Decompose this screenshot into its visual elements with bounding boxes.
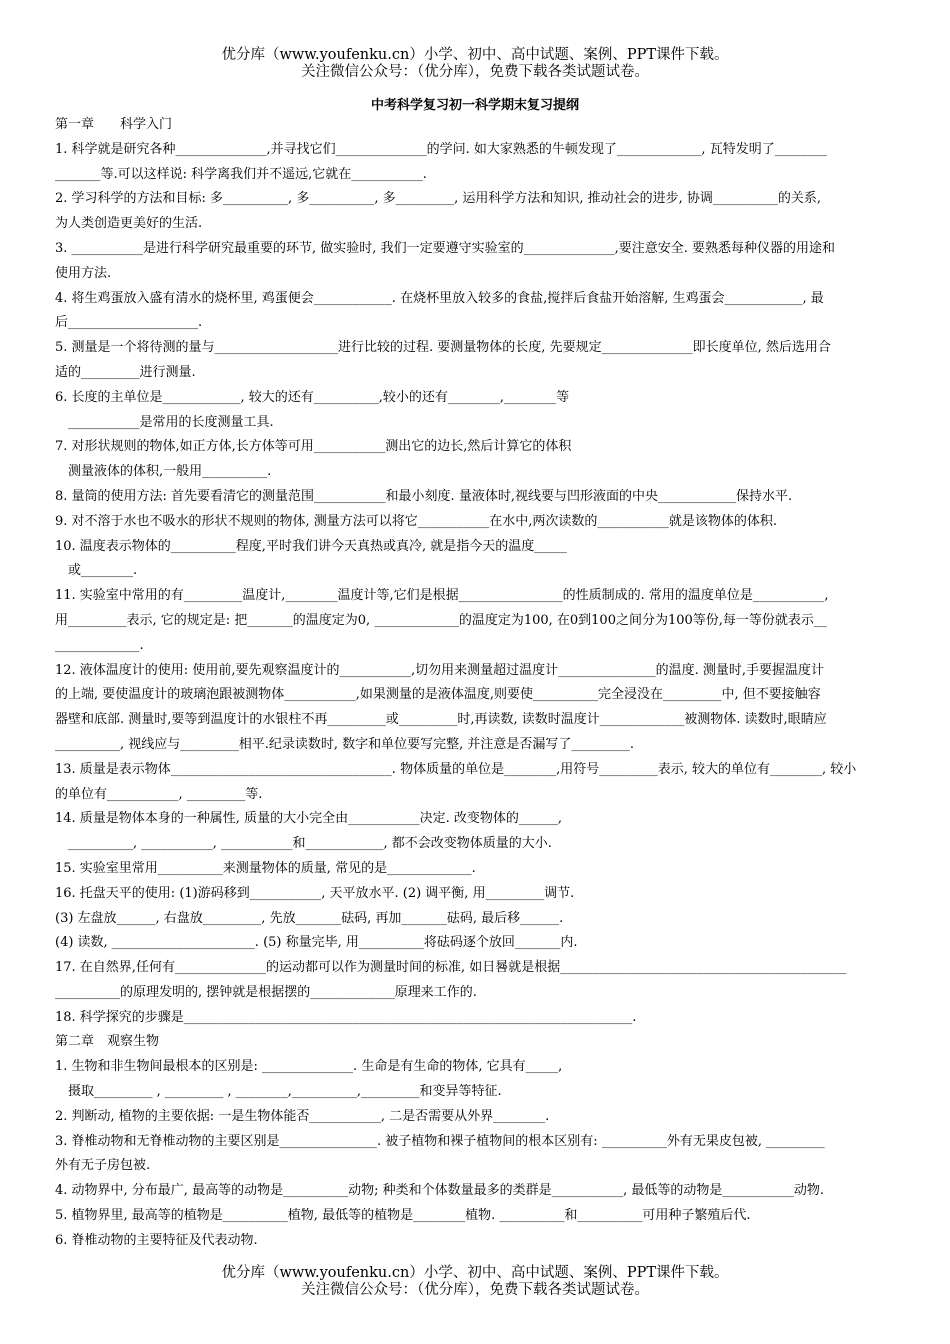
text-line: 10. 温度表示物体的__________程度,平时我们讲今天真热或真冷, 就是指今天的温度_____ [55, 538, 567, 554]
text-line: 14. 质量是物体本身的一种属性, 质量的大小完全由___________决定. 改变物体的______, [55, 811, 562, 827]
document-title: 中考科学复习初一科学期末复习提纲 [370, 98, 579, 113]
text-line: 3. ___________是进行科学研究最重要的环节, 做实验时, 我们一定要遵守实验室的______________,要注意安全. 要熟悉每种仪器的用途和 [55, 240, 835, 256]
text-line: 适的_________进行测量. [55, 364, 196, 380]
text-line: 用_________表示, 它的规定是: 把_______的温度定为0, _____________的温度定为100, 在0到100之间分为100等份,每一等份就表示__ [55, 612, 827, 628]
text-line: 2. 判断动, 植物的主要依据: 一是生物体能否___________, 二是否需要从外界________. [55, 1108, 550, 1124]
text-line: 外有无子房包被. [55, 1158, 151, 1174]
footer-line-1: 优分库（www.youfenku.cn）小学、初中、高中试题、案例、PPT课件下载。 [221, 1265, 729, 1281]
text-line: _______等.可以这样说: 科学离我们并不遥远,它就在___________. [55, 166, 427, 182]
chapter-heading-2: 第二章 观察生物 [55, 1034, 160, 1050]
text-line: 1. 科学就是研究各种______________,并寻找它们______________的学问. 如大家熟悉的牛顿发现了_____________, 瓦特发明了________ [55, 141, 827, 157]
text-line: 的上端, 要使温度计的玻璃泡跟被测物体___________,如果测量的是液体温度,则要使__________完全浸没在_________中, 但不要接触容 [55, 687, 821, 703]
text-line: 1. 生物和非生物间最根本的区别是: ______________. 生命是有生命的物体, 它具有_____, [55, 1059, 563, 1075]
header-line-2: 关注微信公众号：（优分库），免费下载各类试题试卷。 [301, 64, 649, 80]
text-line: 17. 在自然界,任何有______________的运动都可以作为测量时间的标准, 如日晷就是根据____________________________________________ [55, 960, 847, 976]
text-line: 16. 托盘天平的使用: (1)游码移到___________, 天平放水平. (2) 调平衡, 用_________调节. [55, 885, 575, 901]
text-line: __________, 视线应与_________相平.纪录读数时, 数字和单位要写完整, 并注意是否漏写了_________. [55, 736, 635, 752]
text-line: 4. 动物界中, 分布最广, 最高等的动物是__________动物; 种类和个体数量最多的类群是___________, 最低等的动物是___________动物. [55, 1183, 824, 1199]
text-line: 使用方法. [55, 265, 112, 281]
text-line: 5. 植物界里, 最高等的植物是__________植物, 最低等的植物是________植物. __________和__________可用种子繁殖后代. [55, 1208, 751, 1224]
footer-line-2: 关注微信公众号：（优分库），免费下载各类试题试卷。 [301, 1282, 649, 1298]
text-line: 器壁和底部. 测量时,要等到温度计的水银柱不再_________或_________时,再读数, 读数时温度计_____________被测物体. 读数时,眼睛应 [55, 712, 827, 728]
chapter-heading-1: 第一章 科学入门 [55, 117, 173, 132]
header-line-1: 优分库（www.youfenku.cn）小学、初中、高中试题、案例、PPT课件下载。 [221, 47, 729, 63]
text-line: (4) 读数, ______________________. (5) 称量完毕, 用__________将砝码逐个放回_______内. [55, 935, 578, 951]
text-line: ___________是常用的长度测量工具. [55, 414, 274, 430]
text-line: 为人类创造更美好的生活. [55, 216, 203, 232]
text-line: 测量液体的体积,一般用__________. [55, 464, 272, 480]
text-line: 2. 学习科学的方法和目标: 多__________, 多__________, 多_________, 运用科学方法和知识, 推动社会的进步, 协调__________的关系, [55, 191, 822, 207]
text-line: 13. 质量是表示物体__________________________________. 物体质量的单位是________,用符号_________表示, 较大的单位有________, 较小 [55, 761, 857, 777]
text-line: 18. 科学探究的步骤是_____________________________________________________________________. [55, 1009, 637, 1025]
page-footer [0, 1265, 950, 1299]
page-header [0, 47, 950, 81]
text-line: 4. 将生鸡蛋放入盛有清水的烧杯里, 鸡蛋便会____________. 在烧杯里放入较多的食盐,搅拌后食盐开始溶解, 生鸡蛋会____________, 最 [55, 290, 824, 306]
text-line: 摄取_________ , _________ , ________,__________,_________和变异等特征. [55, 1084, 502, 1100]
text-line: 的单位有___________, _________等. [55, 786, 263, 802]
text-line: 6. 脊椎动物的主要特征及代表动物. [55, 1232, 258, 1248]
text-line: 6. 长度的主单位是____________, 较大的还有__________,较小的还有________,________等 [55, 389, 570, 405]
text-line: 后____________________. [55, 315, 203, 331]
text-line: 11. 实验室中常用的有_________温度计,________温度计等,它们是根据________________的性质制成的. 常用的温度单位是___________, [55, 588, 829, 604]
document-body [55, 113, 907, 1254]
text-line: __________, ___________, ___________和____________, 都不会改变物体质量的大小. [55, 836, 552, 852]
text-line: 9. 对不溶于水也不吸水的形状不规则的物体, 测量方法可以将它___________在水中,两次读数的___________就是该物体的体积. [55, 513, 778, 529]
text-line: 或________. [55, 563, 138, 579]
text-line: 7. 对形状规则的物体,如正方体,长方体等可用___________测出它的边长,然后计算它的体积 [55, 439, 572, 455]
text-line: 15. 实验室里常用__________来测量物体的质量, 常见的是_____________. [55, 860, 476, 876]
text-line: __________的原理发明的, 摆钟就是根据摆的_____________原理来工作的. [55, 984, 477, 1000]
text-line: (3) 左盘放______, 右盘放_________, 先放_______砝码, 再加_______砝码, 最后移______. [55, 910, 564, 926]
text-line: 3. 脊椎动物和无脊椎动物的主要区别是_______________. 被子植物和裸子植物间的根本区别有: __________外有无果皮包被, _________ [55, 1133, 825, 1149]
text-line: 12. 液体温度计的使用: 使用前,要先观察温度计的___________,切勿用来测量超过温度计_______________的温度. 测量时,手要握温度计 [55, 662, 824, 678]
text-line: 5. 测量是一个将待测的量与___________________进行比较的过程. 要测量物体的长度, 先要规定______________即长度单位, 然后选用合 [55, 340, 831, 356]
text-line: _____________. [55, 637, 144, 653]
text-line: 8. 量筒的使用方法: 首先要看清它的测量范围___________和最小刻度. 量液体时,视线要与凹形液面的中央____________保持水平. [55, 488, 793, 504]
